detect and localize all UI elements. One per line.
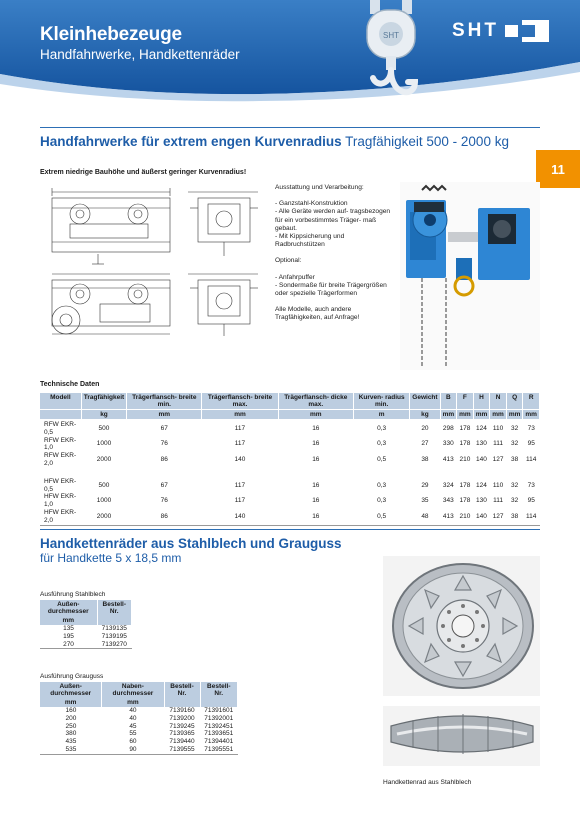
table-row [40, 625, 132, 633]
table-cell: 73 [527, 481, 535, 489]
table-cell: 140 [234, 512, 246, 520]
table-cell: 140 [476, 456, 487, 464]
table-cell: 500 [98, 481, 110, 489]
table-header-row [40, 682, 238, 698]
table-cell: 111 [493, 440, 503, 448]
section2-title-bold: Handkettenräder aus Stahlblech und Grauguss [40, 536, 342, 551]
table-cell: 124 [476, 424, 487, 432]
table-cell: 380 [65, 730, 77, 738]
table-cell: 16 [312, 497, 320, 505]
page-number-tab: 11 [536, 150, 580, 188]
table-cell: 435 [65, 738, 77, 746]
grauguss-label: Ausführung Grauguss [40, 673, 104, 680]
table-row [40, 707, 238, 715]
table-cell: 7139440 [169, 738, 195, 746]
table-cell: 38 [510, 512, 519, 520]
table-cell: 7139365 [169, 730, 195, 738]
table-cell: 210 [459, 456, 471, 464]
table-cell: 7139135 [101, 625, 127, 632]
technical-drawing [40, 184, 265, 346]
table-cell: 7139200 [169, 714, 195, 722]
column-unit: mm [523, 410, 540, 420]
table-cell: 16 [312, 440, 320, 448]
page-subtitle: Handfahrwerke, Handkettenräder [40, 47, 240, 62]
table-cell: 38 [421, 456, 429, 464]
table-units-row [40, 410, 540, 420]
hook-plate-label: SHT [383, 31, 399, 40]
table-cell: 110 [492, 424, 504, 432]
table-cell: 73 [527, 424, 535, 432]
column-header: Bestell-Nr. [164, 682, 200, 698]
table-units-row [40, 616, 132, 625]
section2-title [40, 536, 342, 551]
table-cell: 195 [63, 632, 74, 640]
table-cell: 0,3 [377, 424, 387, 432]
model-cell: RFW EKR-1,0 [44, 436, 77, 452]
table-cell: 32 [510, 440, 519, 448]
table-row [40, 738, 238, 746]
table-header-row [40, 600, 132, 616]
table-cell: 127 [492, 512, 504, 520]
column-header: N [490, 393, 507, 410]
table-cell: 40 [129, 707, 137, 714]
column-header: Bestell-Nr. [97, 600, 131, 616]
row-spacer [40, 468, 540, 476]
column-header: Trägerflansch- breite max. [202, 393, 278, 410]
table-cell: 67 [160, 481, 168, 489]
table-cell: 413 [442, 512, 454, 520]
column-unit: kg [410, 410, 440, 420]
chain-wheel-photo [383, 556, 540, 766]
logo-mark-icon [505, 20, 549, 42]
table-row [40, 715, 238, 723]
column-unit: mm [473, 410, 490, 420]
table-cell: 71392451 [204, 722, 234, 730]
stahlblech-table [40, 600, 132, 649]
stahlblech-label: Ausführung Stahlblech [40, 591, 106, 598]
section-title [40, 134, 509, 149]
table-cell: 140 [476, 512, 487, 520]
table-cell: 330 [442, 440, 454, 448]
section-divider [40, 529, 540, 530]
table-cell: 40 [129, 714, 137, 722]
logo-text: SHT [452, 20, 499, 41]
column-unit: mm [40, 616, 97, 625]
table-cell: 130 [476, 497, 487, 505]
column-unit: mm [440, 410, 457, 420]
table-cell: 117 [234, 481, 246, 489]
photo-caption: Handkettenrad aus Stahlblech [383, 779, 472, 786]
table-cell: 16 [312, 424, 320, 432]
column-header: Q [506, 393, 523, 410]
table-cell: 48 [421, 512, 429, 520]
table-cell: 114 [526, 512, 537, 520]
section2-subtitle: für Handkette 5 x 18,5 mm [40, 551, 182, 565]
table-row [40, 746, 238, 754]
table-row [40, 493, 540, 509]
model-cell: RFW EKR-2,0 [44, 452, 77, 467]
table-cell: 250 [65, 722, 77, 730]
table-row [40, 476, 540, 494]
tech-data-label: Technische Daten [40, 381, 100, 388]
column-header: Außen- durchmesser [40, 600, 97, 616]
column-unit [200, 698, 237, 707]
table-cell: 298 [442, 424, 454, 432]
table-cell: 0,3 [377, 440, 387, 448]
column-header: Außen- durchmesser [40, 682, 102, 698]
table-cell: 117 [234, 497, 246, 505]
column-header: Trägerflansch- dicke max. [278, 393, 353, 410]
table-cell: 16 [312, 456, 320, 464]
table-cell: 0,3 [377, 481, 387, 489]
table-row [40, 509, 540, 525]
column-header: Modell [40, 393, 81, 410]
table-cell: 117 [234, 440, 246, 448]
column-header: H [473, 393, 490, 410]
grauguss-table [40, 682, 238, 755]
table-cell: 210 [459, 512, 471, 520]
column-header: Trägerflansch- breite min. [127, 393, 202, 410]
table-cell: 45 [129, 722, 137, 730]
column-unit [40, 410, 81, 420]
table-cell: 35 [421, 497, 429, 505]
column-unit: mm [202, 410, 278, 420]
table-cell: 343 [442, 497, 454, 505]
column-unit: mm [102, 698, 164, 707]
section-divider [40, 127, 540, 128]
availability-note: Alle Modelle, auch andere Tragfähigkeiten, auf Anfrage! [275, 306, 360, 322]
column-unit: mm [457, 410, 474, 420]
table-row [40, 633, 132, 641]
model-cell: HFW EKR-2,0 [44, 508, 77, 524]
table-cell: 71393651 [204, 730, 234, 738]
table-cell: 135 [63, 625, 74, 632]
table-cell: 76 [160, 440, 168, 448]
table-cell: 71394401 [204, 738, 234, 746]
table-cell: 90 [129, 745, 137, 753]
table-cell: 71395551 [204, 745, 234, 753]
column-unit: mm [506, 410, 523, 420]
table-row [40, 641, 132, 649]
table-cell: 7139555 [169, 745, 195, 753]
table-cell: 38 [510, 456, 519, 464]
table-cell: 7139270 [101, 640, 127, 648]
table-cell: 16 [312, 481, 320, 489]
table-cell: 20 [421, 424, 429, 432]
table-cell: 413 [442, 456, 454, 464]
table-cell: 0,5 [377, 456, 387, 464]
model-cell: HFW EKR-0,5 [44, 477, 77, 493]
table-cell: 71392001 [204, 714, 234, 722]
table-cell: 111 [493, 497, 503, 505]
feature-item: - Alle Geräte werden auf- tragsbezogen für ein vorbestimmtes Träger- maß gebaut. [275, 208, 391, 232]
features-heading: Ausstattung und Verarbeitung: [275, 184, 364, 191]
table-row [40, 730, 238, 738]
tech-data-table [40, 393, 540, 526]
table-cell: 270 [63, 640, 74, 648]
column-unit: m [354, 410, 410, 420]
table-cell: 130 [476, 440, 487, 448]
table-cell: 2000 [96, 456, 112, 464]
column-unit: mm [278, 410, 353, 420]
crane-hook-icon [355, 0, 430, 108]
optional-item: - Sondermaße für breite Trägergrößen oder spezielle Trägerformen [275, 281, 387, 298]
table-header-row [40, 393, 540, 410]
table-cell: 178 [459, 481, 471, 489]
table-cell: 7139245 [169, 722, 195, 730]
feature-list [275, 184, 393, 331]
table-cell: 86 [160, 456, 168, 464]
column-header: Tragfähigkeit [81, 393, 126, 410]
table-cell: 200 [65, 714, 77, 722]
table-cell: 16 [312, 512, 320, 520]
table-cell: 71391601 [204, 707, 234, 714]
table-cell: 67 [160, 424, 168, 432]
table-cell: 32 [510, 481, 519, 489]
column-header: Naben- durchmesser [102, 682, 164, 698]
table-cell: 178 [459, 424, 471, 432]
table-cell: 127 [492, 456, 504, 464]
table-cell: 500 [98, 424, 110, 432]
table-cell: 0,3 [377, 497, 387, 505]
table-cell: 86 [160, 512, 168, 520]
page-title: Kleinhebezeuge [40, 24, 182, 45]
table-cell: 95 [527, 440, 535, 448]
feature-item: - Ganzstahl-Konstruktion [275, 200, 348, 208]
table-units-row [40, 698, 238, 707]
table-cell: 27 [421, 440, 429, 448]
column-unit: mm [490, 410, 507, 420]
model-cell: HFW EKR-1,0 [44, 493, 77, 509]
table-cell: 32 [510, 424, 519, 432]
section-title-light: Tragfähigkeit 500 - 2000 kg [345, 134, 509, 149]
intro-text: Extrem niedrige Bauhöhe und äußerst geringer Kurvenradius! [40, 169, 247, 176]
table-cell: 55 [129, 730, 137, 738]
table-cell: 117 [234, 424, 246, 432]
table-cell: 178 [459, 497, 471, 505]
column-unit: mm [40, 698, 102, 707]
table-cell: 1000 [96, 497, 112, 505]
column-header: F [457, 393, 474, 410]
table-cell: 60 [129, 738, 137, 746]
column-header: Bestell-Nr. [200, 682, 237, 698]
column-header: B [440, 393, 457, 410]
table-cell: 76 [160, 497, 168, 505]
table-cell: 535 [65, 745, 77, 753]
table-row [40, 437, 540, 453]
table-cell: 110 [492, 481, 504, 489]
feature-item: - Mit Kippsicherung und Radbruchstützen [275, 233, 345, 249]
table-cell: 124 [476, 481, 487, 489]
table-cell: 0,5 [377, 512, 387, 520]
table-row [40, 452, 540, 468]
optional-heading: Optional: [275, 257, 302, 265]
table-cell: 178 [459, 440, 471, 448]
sht-logo [452, 20, 549, 42]
table-cell: 7139160 [169, 707, 195, 714]
table-cell: 114 [526, 456, 537, 464]
model-cell: RFW EKR-0,5 [44, 421, 77, 436]
table-cell: 29 [421, 481, 429, 489]
table-row [40, 723, 238, 731]
column-header: Gewicht [410, 393, 440, 410]
column-unit: mm [127, 410, 202, 420]
table-cell: 7139195 [101, 632, 127, 640]
column-header: Kurven- radius min. [354, 393, 410, 410]
column-unit [164, 698, 200, 707]
optional-item: - Anfahrpuffer [275, 273, 315, 281]
page-header [0, 0, 580, 108]
table-cell: 2000 [96, 512, 112, 520]
table-cell: 32 [510, 497, 519, 505]
column-header: R [523, 393, 540, 410]
table-cell: 95 [527, 497, 535, 505]
table-cell: 140 [234, 456, 246, 464]
spacer-cell [40, 468, 540, 476]
column-unit: kg [81, 410, 126, 420]
trolley-photo [400, 182, 540, 370]
column-unit [97, 616, 131, 625]
section-title-bold: Handfahrwerke für extrem engen Kurvenradius [40, 134, 342, 149]
table-cell: 1000 [96, 440, 112, 448]
table-cell: 324 [442, 481, 454, 489]
table-row [40, 419, 540, 437]
table-cell: 160 [65, 707, 77, 714]
